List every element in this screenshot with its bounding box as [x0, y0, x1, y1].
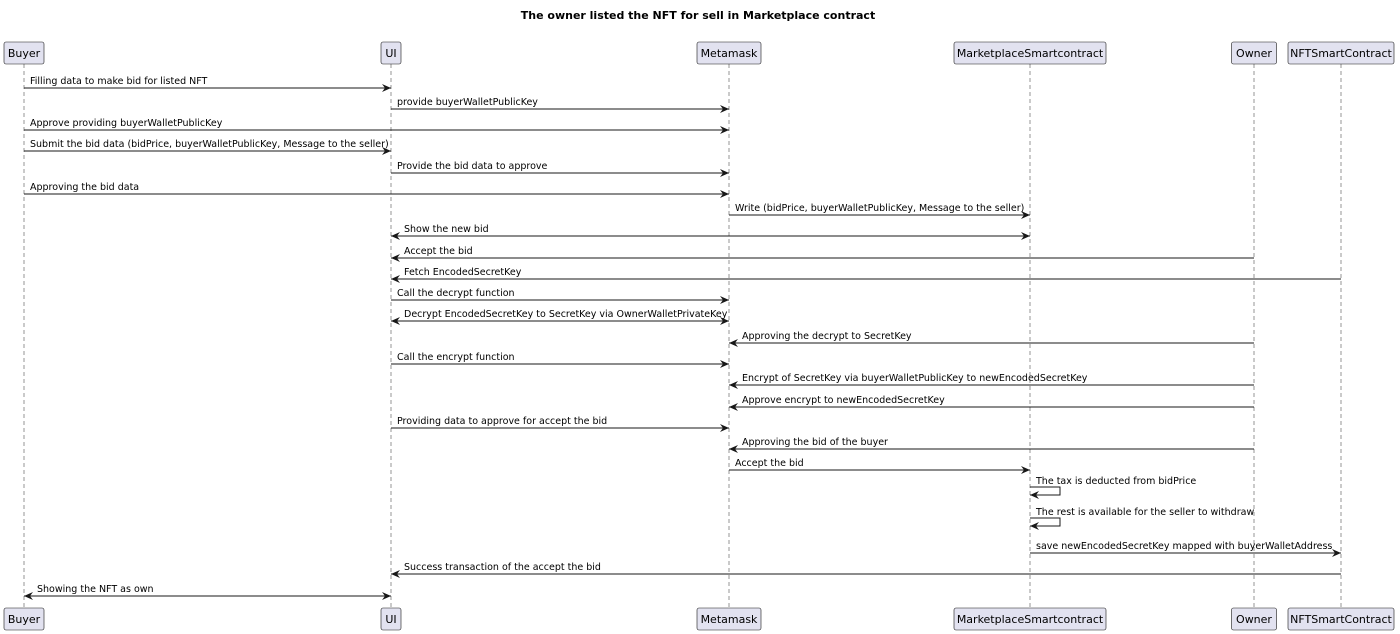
- message-label: Write (bidPrice, buyerWalletPublicKey, Message to the seller): [735, 203, 1025, 214]
- message-label: Decrypt EncodedSecretKey to SecretKey via OwnerWalletPrivateKey: [404, 309, 728, 320]
- participant-ui-top: [381, 42, 401, 64]
- message-14: [391, 352, 729, 368]
- message-label: Approving the bid of the buyer: [742, 437, 888, 448]
- message-12: [391, 309, 729, 325]
- message-18: [729, 437, 1254, 453]
- participant-buyer-top: [4, 42, 44, 64]
- message-label: Providing data to approve for accept the bid: [397, 416, 608, 427]
- message-19: [729, 458, 1030, 474]
- participant-marketplace-bottom: [954, 608, 1106, 630]
- message-label: Provide the bid data to approve: [397, 161, 548, 172]
- message-11: [391, 288, 729, 304]
- messages: [24, 76, 1341, 600]
- message-3: [24, 118, 729, 134]
- message-7: [729, 203, 1030, 219]
- participant-metamask-bottom: [697, 608, 761, 630]
- message-13: [729, 331, 1254, 347]
- message-label: Success transaction of the accept the bid: [404, 562, 601, 573]
- message-15: [729, 373, 1254, 389]
- message-1: [24, 76, 391, 92]
- message-label: The rest is available for the seller to withdraw: [1036, 507, 1255, 518]
- message-label: Fetch EncodedSecretKey: [404, 267, 522, 278]
- participant-label: MarketplaceSmartcontract: [956, 47, 1104, 60]
- message-label: Call the decrypt function: [397, 288, 515, 299]
- message-label: Showing the NFT as own: [37, 584, 154, 595]
- message-label: Encrypt of SecretKey via buyerWalletPublicKey to newEncodedSecretKey: [742, 373, 1088, 384]
- message-24: [24, 584, 391, 600]
- diagram-title: The owner listed the NFT for sell in Marketplace contract: [520, 9, 876, 22]
- participant-marketplace-top: [954, 42, 1106, 64]
- participant-ui-bottom: [381, 608, 401, 630]
- message-label: Call the encrypt function: [397, 352, 515, 363]
- participant-label: Metamask: [700, 613, 758, 626]
- message-22: [1030, 541, 1341, 557]
- message-label: Filling data to make bid for listed NFT: [30, 76, 208, 87]
- message-label: Accept the bid: [404, 246, 473, 257]
- participant-nft-top: [1288, 42, 1394, 64]
- message-20: [1030, 476, 1196, 499]
- participant-label: MarketplaceSmartcontract: [956, 613, 1104, 626]
- message-label: Show the new bid: [404, 224, 489, 235]
- message-label: provide buyerWalletPublicKey: [397, 97, 538, 108]
- participant-label: UI: [385, 613, 397, 626]
- message-6: [24, 182, 729, 198]
- message-16: [729, 395, 1254, 411]
- message-8: [391, 224, 1030, 240]
- participant-label: Owner: [1236, 613, 1272, 626]
- participant-owner-bottom: [1232, 608, 1277, 630]
- participant-nft-bottom: [1288, 608, 1394, 630]
- participant-label: NFTSmartContract: [1290, 47, 1392, 60]
- message-4: [24, 139, 391, 155]
- message-label: Approve providing buyerWalletPublicKey: [30, 118, 223, 129]
- message-10: [391, 267, 1341, 283]
- participant-metamask-top: [697, 42, 761, 64]
- message-21: [1030, 507, 1254, 530]
- message-label: Approve encrypt to newEncodedSecretKey: [742, 395, 945, 406]
- participant-owner-top: [1232, 42, 1277, 64]
- message-label: Approving the decrypt to SecretKey: [742, 331, 912, 342]
- message-label: Approving the bid data: [30, 182, 140, 193]
- message-label: The tax is deducted from bidPrice: [1036, 476, 1197, 487]
- message-label: Accept the bid: [735, 458, 804, 469]
- message-label: save newEncodedSecretKey mapped with buyerWalletAddress: [1036, 541, 1333, 552]
- participant-label: Metamask: [700, 47, 758, 60]
- participant-label: UI: [385, 47, 397, 60]
- participant-label: Buyer: [7, 47, 41, 60]
- message-17: [391, 416, 729, 432]
- message-label: Submit the bid data (bidPrice, buyerWalletPublicKey, Message to the seller): [30, 139, 389, 150]
- participant-label: Owner: [1236, 47, 1272, 60]
- participant-buyer-bottom: [4, 608, 44, 630]
- message-9: [391, 246, 1254, 262]
- message-23: [391, 562, 1341, 578]
- participant-label: Buyer: [7, 613, 41, 626]
- message-5: [391, 161, 729, 177]
- message-2: [391, 97, 729, 113]
- participant-label: NFTSmartContract: [1290, 613, 1392, 626]
